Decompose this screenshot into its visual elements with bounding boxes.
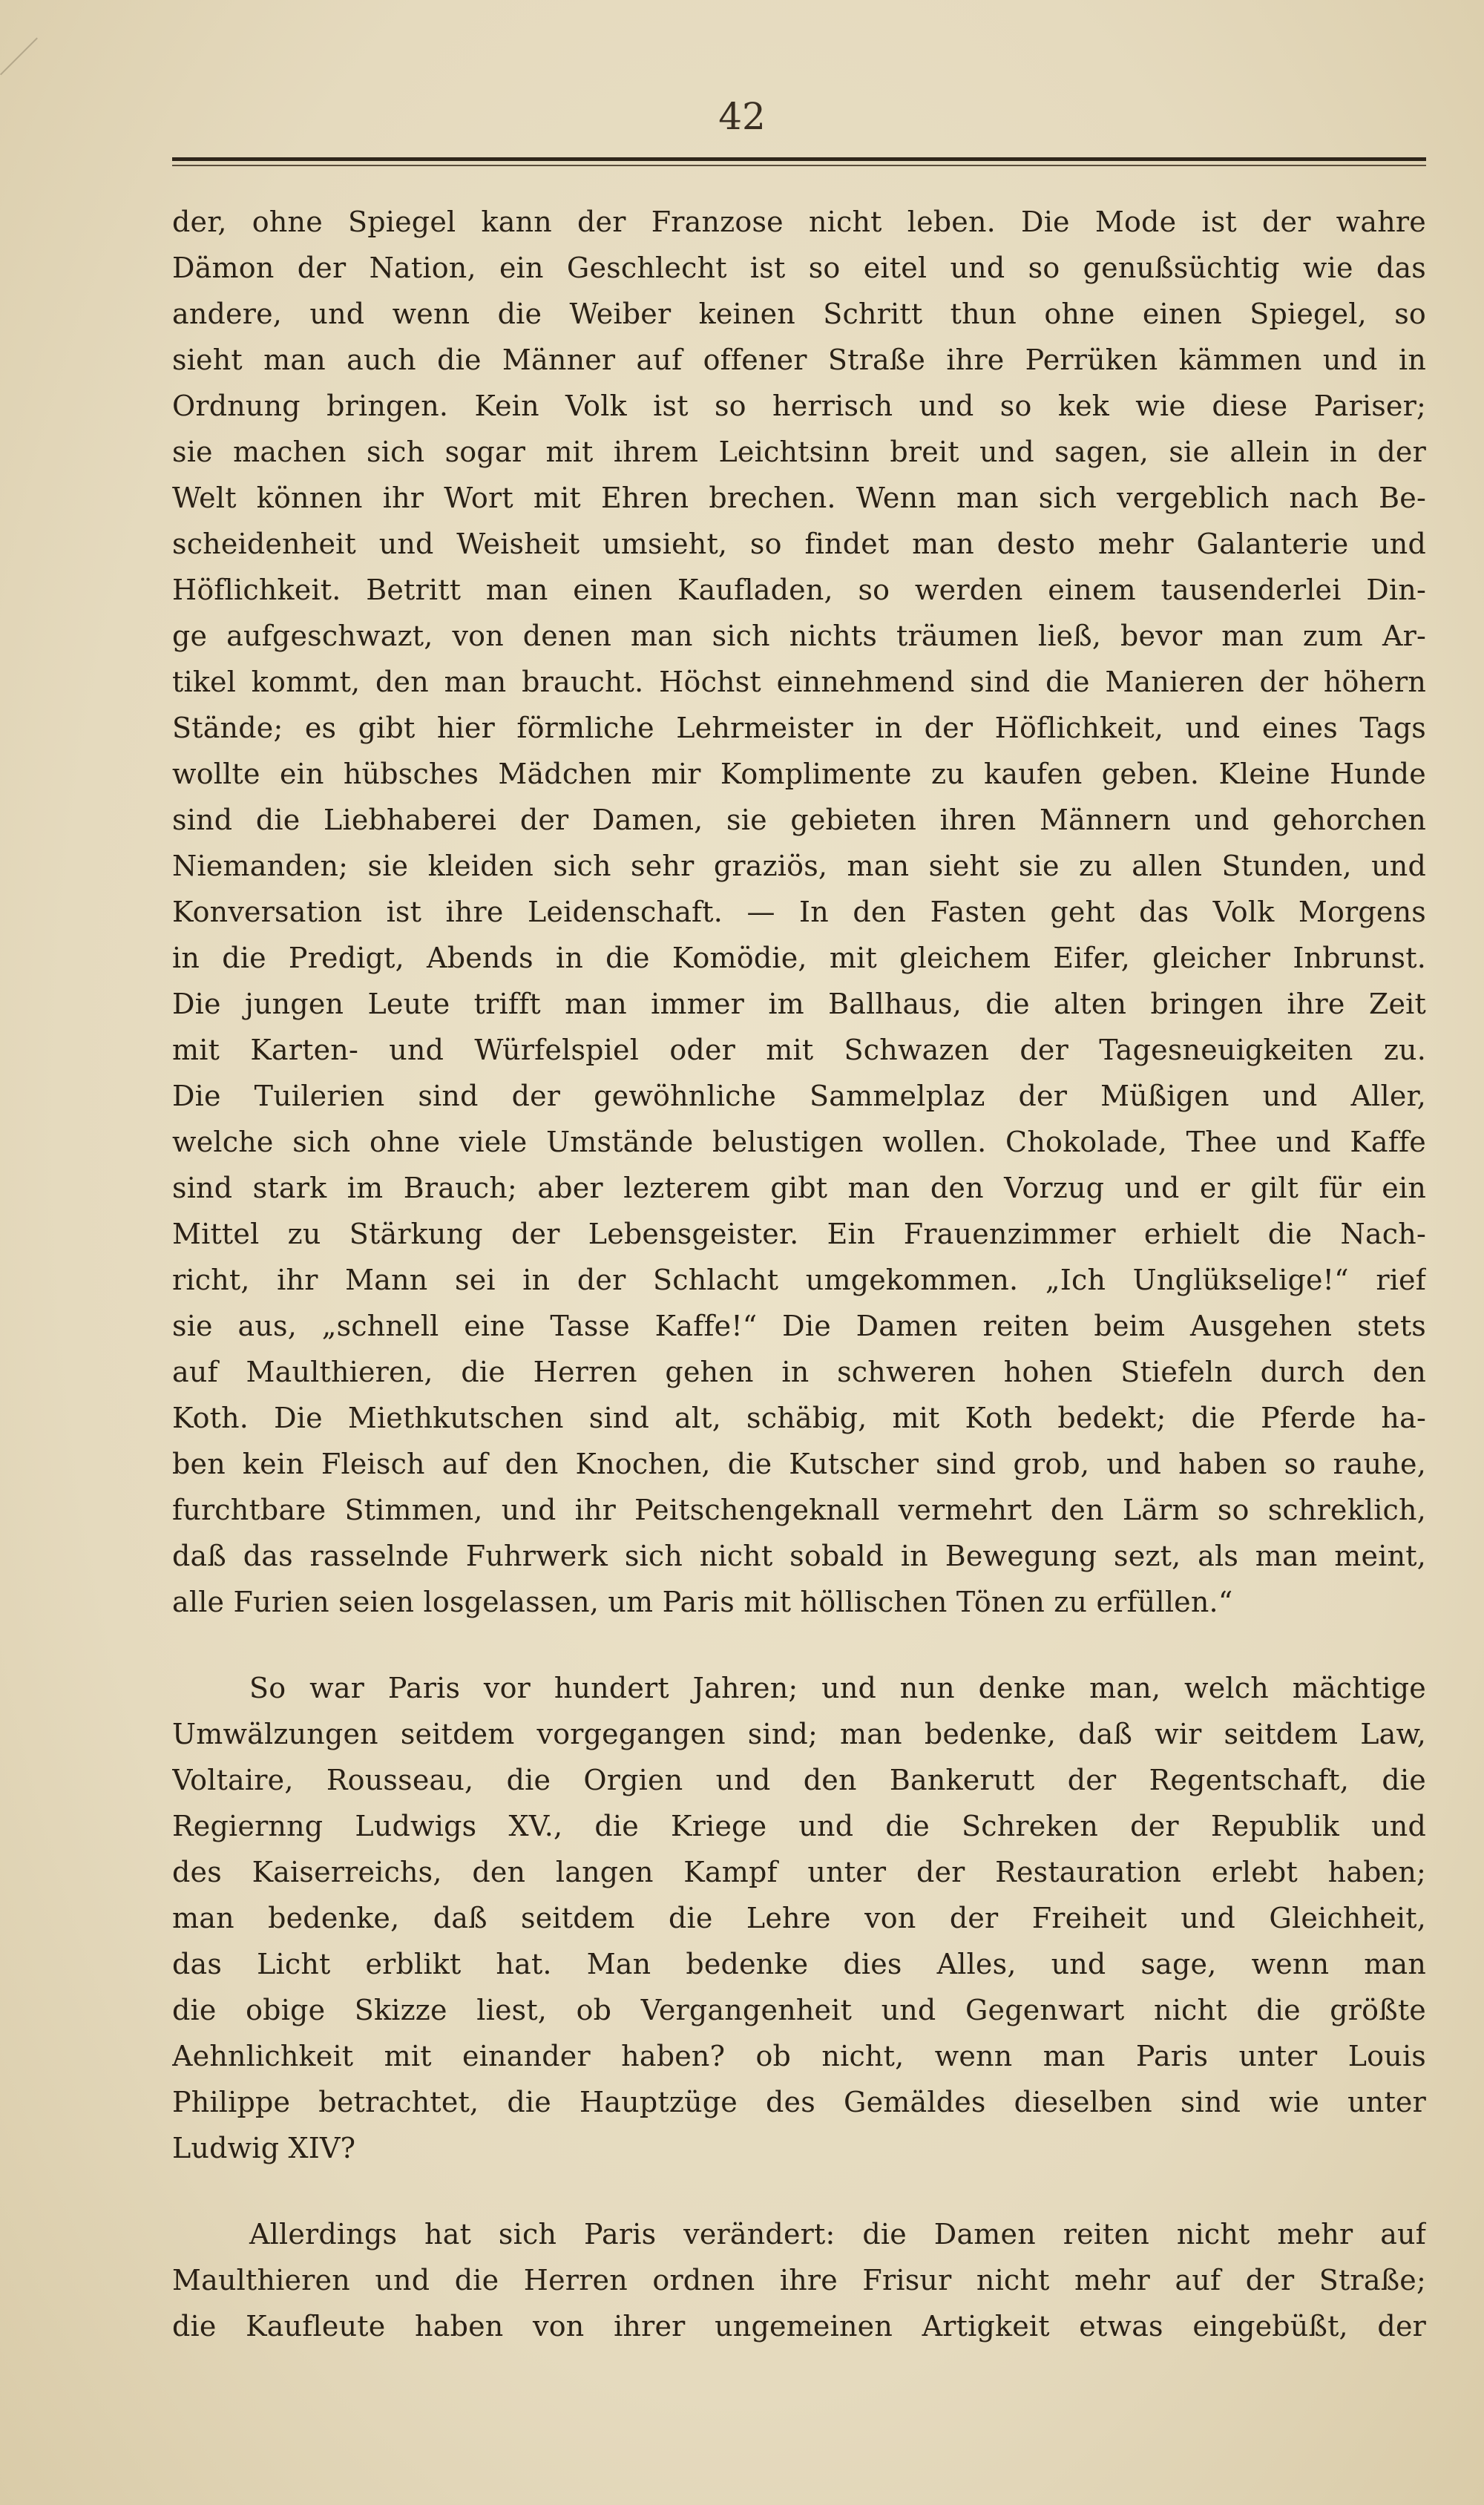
text-line: ge aufgeschwazt, von denen man sich nichts träumen ließ, bevor man zum Ar- [172,620,1426,652]
text-line: welche sich ohne viele Umstände belustigen wollen. Chokolade, Thee und Kaffe [172,1126,1426,1158]
text-line: Aehnlichkeit mit einander haben? ob nicht, wenn man Paris unter Louis [172,2040,1426,2072]
text-line: sie machen sich sogar mit ihrem Leichtsinn breit und sagen, sie allein in der [172,436,1426,468]
header-rule-thin [172,165,1426,166]
text-line: alle Furien seien losgelassen, um Paris mit höllischen Tönen zu erfüllen.“ [172,1586,1233,1618]
header-rule [172,157,1426,161]
text-line: man bedenke, daß seitdem die Lehre von der Freiheit und Gleichheit, [172,1902,1426,1934]
text-line: Allerdings hat sich Paris verändert: die Damen reiten nicht mehr auf [249,2218,1426,2250]
text-line: So war Paris vor hundert Jahren; und nun denke man, welch mächtige [249,1672,1426,1704]
text-line: wollte ein hübsches Mädchen mir Komplimente zu kaufen geben. Kleine Hunde [172,758,1426,790]
text-line: daß das rasselnde Fuhrwerk sich nicht sobald in Bewegung sezt, als man meint, [172,1540,1426,1572]
paragraph-1 [172,199,1426,1625]
paragraph-2 [172,1665,1426,2171]
text-line: Regiernng Ludwigs XV., die Kriege und die Schreken der Republik und [172,1810,1426,1842]
text-line: Umwälzungen seitdem vorgegangen sind; man bedenke, daß wir seitdem Law, [172,1718,1426,1750]
text-line: mit Karten- und Würfelspiel oder mit Schwazen der Tagesneuigkeiten zu. [172,1034,1426,1066]
text-line: Welt können ihr Wort mit Ehren brechen. Wenn man sich vergeblich nach Be- [172,482,1426,514]
text-line: des Kaiserreichs, den langen Kampf unter der Restauration erlebt haben; [172,1856,1426,1888]
page-number: 42 [718,95,766,138]
text-line: Ordnung bringen. Kein Volk ist so herrisch und so kek wie diese Pariser; [172,390,1426,422]
text-line: das Licht erblikt hat. Man bedenke dies Alles, und sage, wenn man [172,1948,1426,1980]
text-line: Voltaire, Rousseau, die Orgien und den Bankerutt der Regentschaft, die [172,1764,1426,1796]
text-line: richt, ihr Mann sei in der Schlacht umgekommen. „Ich Unglükselige!“ rief [172,1264,1426,1296]
text-line: Ludwig XIV? [172,2132,356,2164]
text-line: Philippe betrachtet, die Hauptzüge des Gemäldes dieselben sind wie unter [172,2086,1426,2118]
text-line: die Kaufleute haben von ihrer ungemeinen Artigkeit etwas eingebüßt, der [172,2310,1426,2343]
text-line: auf Maulthieren, die Herren gehen in schweren hohen Stiefeln durch den [172,1356,1426,1388]
text-line: Koth. Die Miethkutschen sind alt, schäbig, mit Koth bedekt; die Pferde ha- [172,1402,1426,1434]
text-line: Die jungen Leute trifft man immer im Ballhaus, die alten bringen ihre Zeit [172,988,1426,1020]
text-line: Niemanden; sie kleiden sich sehr graziös, man sieht sie zu allen Stunden, und [172,850,1426,882]
text-line: Höflichkeit. Betritt man einen Kaufladen, so werden einem tausenderlei Din- [172,574,1426,606]
text-line: Konversation ist ihre Leidenschaft. — In den Fasten geht das Volk Morgens [172,896,1426,928]
text-line: sieht man auch die Männer auf offener Straße ihre Perrüken kämmen und in [172,344,1426,376]
paragraph-3 [172,2211,1426,2349]
page-corner-mark [0,38,38,76]
text-line: sind stark im Brauch; aber lezterem gibt man den Vorzug und er gilt für ein [172,1172,1426,1204]
text-line: der, ohne Spiegel kann der Franzose nicht leben. Die Mode ist der wahre [172,206,1426,238]
paragraph-gap [172,1625,1426,1665]
text-line: scheidenheit und Weisheit umsieht, so findet man desto mehr Galanterie und [172,528,1426,560]
text-line: Stände; es gibt hier förmliche Lehrmeister in der Höflichkeit, und eines Tags [172,712,1426,744]
text-line: sind die Liebhaberei der Damen, sie gebieten ihren Männern und gehorchen [172,804,1426,836]
text-line: sie aus, „schnell eine Tasse Kaffe!“ Die Damen reiten beim Ausgehen stets [172,1310,1426,1342]
text-line: andere, und wenn die Weiber keinen Schritt thun ohne einen Spiegel, so [172,298,1426,330]
text-line: Maulthieren und die Herren ordnen ihre Frisur nicht mehr auf der Straße; [172,2264,1426,2296]
text-line: Die Tuilerien sind der gewöhnliche Sammelplaz der Müßigen und Aller, [172,1080,1426,1112]
text-line: in die Predigt, Abends in die Komödie, mit gleichem Eifer, gleicher Inbrunst. [172,942,1426,974]
text-line: furchtbare Stimmen, und ihr Peitschengeknall vermehrt den Lärm so schreklich, [172,1494,1426,1526]
text-line: Mittel zu Stärkung der Lebensgeister. Ein Frauenzimmer erhielt die Nach- [172,1218,1426,1250]
text-line: die obige Skizze liest, ob Vergangenheit und Gegenwart nicht die größte [172,1994,1426,2026]
body-text [172,199,1426,2349]
text-line: Dämon der Nation, ein Geschlecht ist so eitel und so genußsüchtig wie das [172,252,1426,284]
paragraph-gap [172,2171,1426,2211]
text-line: ben kein Fleisch auf den Knochen, die Kutscher sind grob, und haben so rauhe, [172,1448,1426,1480]
text-line: tikel kommt, den man braucht. Höchst einnehmend sind die Manieren der höhern [172,666,1426,698]
